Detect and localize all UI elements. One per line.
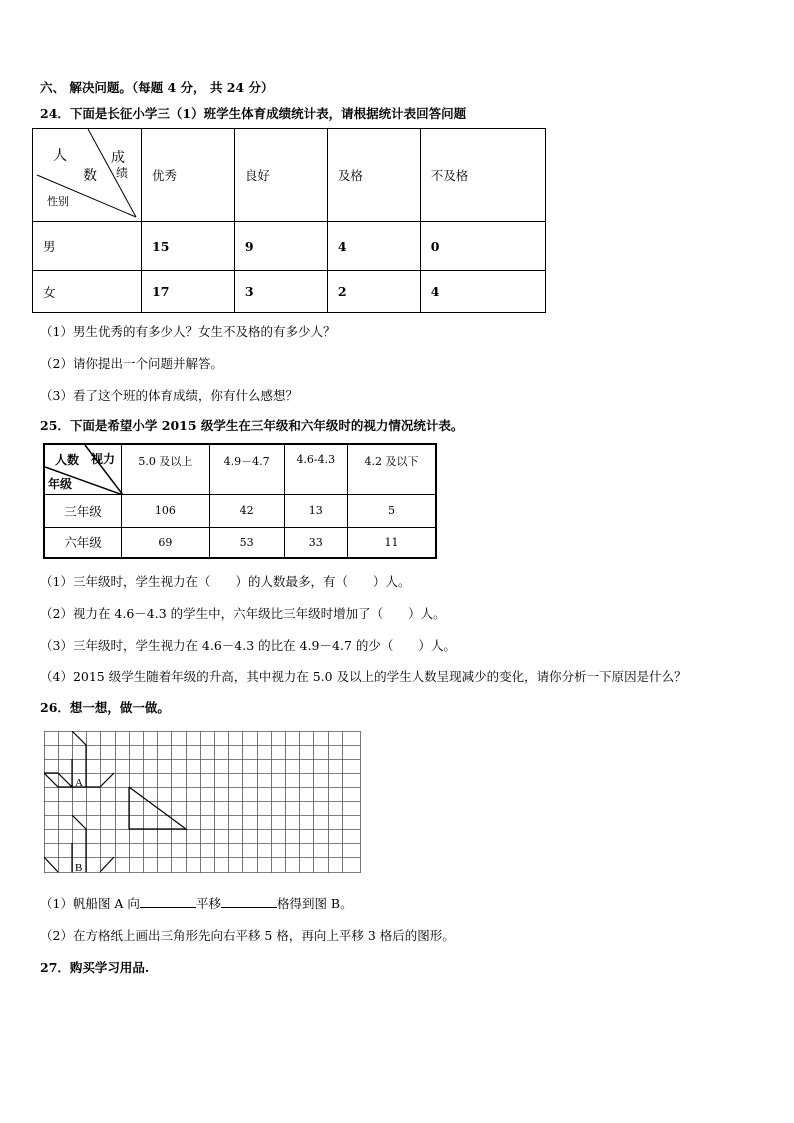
table-row: [44, 527, 436, 558]
col-header: 4.2 及以下: [347, 444, 436, 494]
header-ren: 人: [53, 148, 67, 164]
direction-blank[interactable]: [140, 895, 196, 908]
q25-question-4: （4）2015 级学生随着年级的升高，其中视力在 5.0 及以上的学生人数呈现减少的变化，请你分析一下原因是什么？: [40, 669, 687, 684]
q26-title: 26．想一想，做一做。: [40, 700, 170, 715]
sports-score-table: [32, 128, 546, 313]
cell: 0: [420, 222, 545, 271]
q26-q1-part1: （1）帆船图 A 向: [40, 896, 140, 911]
row-label: 六年级: [44, 527, 122, 558]
row-label: 男: [33, 222, 142, 271]
section-heading: 六、 解决问题。（每题 4 分， 共 24 分）: [40, 80, 274, 95]
col-header: 优秀: [142, 129, 235, 222]
cell: 53: [209, 527, 284, 558]
cell: 4: [327, 222, 420, 271]
label-a: A: [75, 777, 83, 789]
q24-title: 24．下面是长征小学三（1）班学生体育成绩统计表，请根据统计表回答问题: [40, 106, 467, 121]
cell: 9: [234, 222, 327, 271]
cell: 42: [209, 494, 284, 527]
vision-table: [43, 443, 437, 559]
grid-lines: [44, 732, 360, 873]
q26-q1-part3: 格得到图 B。: [276, 896, 353, 911]
col-header: 4.6-4.3: [284, 444, 347, 494]
row-label: 三年级: [44, 494, 122, 527]
table-row: [33, 271, 546, 313]
cells-blank[interactable]: [221, 895, 277, 908]
row-label: 女: [33, 271, 142, 313]
q24-question-3: （3）看了这个班的体育成绩，你有什么感想？: [40, 388, 298, 403]
cell: 2: [327, 271, 420, 313]
header-diagonal-cell: [33, 129, 142, 222]
cell: 4: [420, 271, 545, 313]
q26-question-2: （2）在方格纸上画出三角形先向右平移 5 格，再向上平移 3 格后的图形。: [40, 928, 455, 943]
header-ji: 绩: [116, 166, 129, 180]
header-xingbie: 性别: [47, 195, 69, 208]
col-header: 5.0 及以上: [122, 444, 210, 494]
header-shili: 视力: [91, 452, 116, 466]
cell: 13: [284, 494, 347, 527]
grid-paper: [44, 731, 362, 874]
col-header: 不及格: [420, 129, 545, 222]
table-row: [44, 494, 436, 527]
header-shu: 数: [83, 168, 97, 184]
cell: 5: [347, 494, 436, 527]
q26-question-1: [40, 894, 353, 912]
q25-title: 25．下面是希望小学 2015 级学生在三年级和六年级时的视力情况统计表。: [40, 418, 464, 433]
header-cheng: 成: [111, 150, 125, 166]
table-row: [33, 222, 546, 271]
cell: 106: [122, 494, 210, 527]
cell: 69: [122, 527, 210, 558]
label-b: B: [75, 862, 83, 874]
cell: 17: [142, 271, 235, 313]
header-diagonal-cell: [44, 444, 122, 494]
cell: 15: [142, 222, 235, 271]
cell: 3: [234, 271, 327, 313]
col-header: 4.9－4.7: [209, 444, 284, 494]
q24-question-2: （2）请你提出一个问题并解答。: [40, 356, 223, 371]
grid-columns: [45, 731, 361, 873]
q24-question-1: （1）男生优秀的有多少人？女生不及格的有多少人？: [40, 324, 336, 339]
q26-q1-part2: 平移: [195, 896, 221, 911]
q25-question-2: （2）视力在 4.6－4.3 的学生中，六年级比三年级时增加了（ ）人。: [40, 606, 446, 621]
header-renshu: 人数: [55, 453, 80, 467]
cell: 33: [284, 527, 347, 558]
cell: 11: [347, 527, 436, 558]
header-nianji: 年级: [48, 477, 73, 491]
q25-question-1: （1）三年级时，学生视力在（ ）的人数最多，有（ ）人。: [40, 574, 411, 589]
q27-title: 27．购买学习用品.: [40, 960, 150, 975]
col-header: 及格: [327, 129, 420, 222]
col-header: 良好: [234, 129, 327, 222]
q25-question-3: （3）三年级时，学生视力在 4.6－4.3 的比在 4.9－4.7 的少（ ）人。: [40, 638, 456, 653]
